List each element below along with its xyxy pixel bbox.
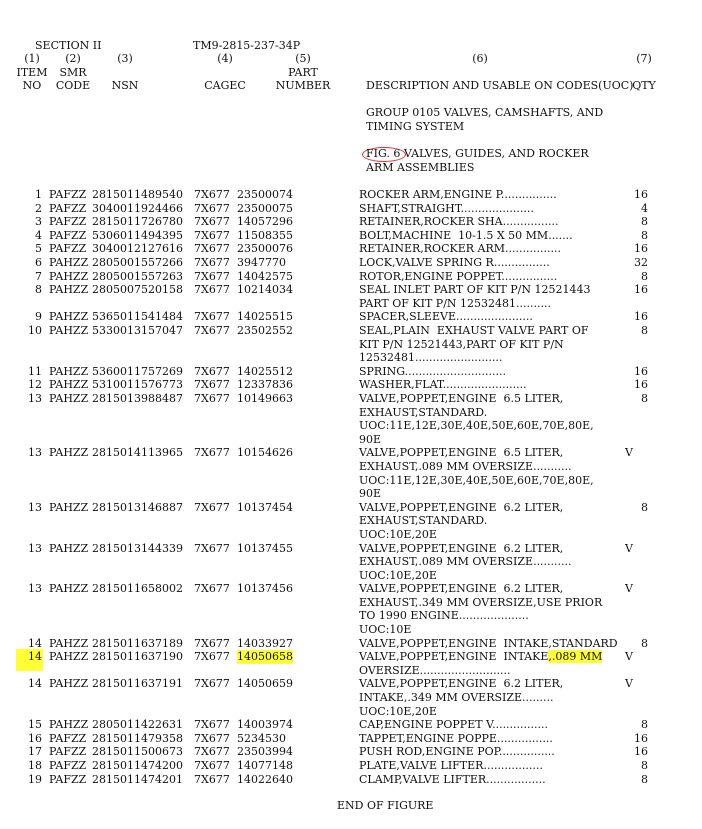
parts-row [0,310,702,324]
item-number: 13 [28,446,42,460]
quantity: 16 [634,364,648,378]
figure-title-line2: ARM ASSEMBLIES [366,161,475,174]
description-line: INTAKE,.349 MM OVERSIZE......... [359,691,554,705]
smr-code: PAHZZ [49,582,89,596]
description-line: VALVE,POPPET,ENGINE 6.2 LITER, [359,582,564,596]
part-number: 3947770 [237,255,286,269]
smr-code: PAFZZ [49,201,87,215]
description-line: UOC:10E [359,623,412,637]
col3-number: (3) [117,52,133,65]
description-line: PART OF KIT P/N 12532481.......... [359,296,551,310]
quantity: 16 [634,283,648,297]
parts-row [0,582,702,636]
cagec: 7X677 [194,201,230,215]
cagec: 7X677 [194,269,230,283]
figure-title [366,147,589,161]
part-number: 14077148 [237,759,293,773]
nsn: 2805011422631 [92,718,183,732]
cagec: 7X677 [194,582,230,596]
cagec: 7X677 [194,677,230,691]
quantity: 32 [634,255,648,269]
part-number: 10149663 [237,391,293,405]
col1-label2: NO [22,79,42,92]
section-title: SECTION II [35,39,102,52]
cagec: 7X677 [194,745,230,759]
part-number: 14025515 [237,310,293,324]
part-number: 23500076 [237,242,293,256]
cagec: 7X677 [194,391,230,405]
smr-code: PAFZZ [49,745,87,759]
smr-code: PAFZZ [49,215,87,229]
description-line: SHAFT,STRAIGHT..................... [359,201,534,215]
quantity: 16 [634,378,648,392]
quantity: 8 [641,228,648,242]
description-line: ROCKER ARM,ENGINE P................ [359,188,557,201]
description-line: CAP,ENGINE POPPET V................ [359,718,549,732]
parts-row [0,392,702,446]
col4-number: (4) [217,52,233,65]
col2-label: SMR [59,66,87,79]
part-number: 14033927 [237,636,293,650]
col1-number: (1) [24,52,40,65]
cagec: 7X677 [194,650,230,664]
part-number: 14050659 [237,677,293,691]
description-line: VALVE,POPPET,ENGINE 6.5 LITER, [359,446,564,460]
cagec: 7X677 [194,188,230,201]
parts-row [0,256,702,270]
parts-row [0,501,702,542]
item-number: 10 [28,323,42,337]
cagec: 7X677 [194,323,230,337]
uoc-marker: V [625,446,633,460]
smr-code: PAHZZ [49,255,89,269]
description-line: 90E [359,432,382,446]
description-line: KIT P/N 12521443,PART OF KIT P/N [359,337,564,351]
cagec: 7X677 [194,500,230,514]
parts-row [0,637,702,651]
part-number: 14003974 [237,718,293,732]
description-line: EXHAUST,.089 MM OVERSIZE........... [359,555,572,569]
smr-code: PAHZZ [49,323,89,337]
description-line: SPRING............................. [359,364,506,378]
smr-code: PAHZZ [49,364,89,378]
nsn: 2815011489540 [92,188,183,201]
item-number: 17 [28,745,42,759]
col7-number: (7) [636,52,652,65]
part-number: 14057296 [237,215,293,229]
description-line: VALVE,POPPET,ENGINE 6.2 LITER, [359,500,564,514]
part-number: 23502552 [237,323,293,337]
quantity: 8 [641,215,648,229]
quantity: 16 [634,242,648,256]
description-line: OVERSIZE.......................... [359,663,511,677]
cagec: 7X677 [194,759,230,773]
part-number: 10214034 [237,283,293,297]
group-title-line2: TIMING SYSTEM [366,120,465,133]
smr-code: PAHZZ [49,269,89,283]
part-number: 23500074 [237,188,293,201]
description-line: VALVE,POPPET,ENGINE 6.2 LITER, [359,541,564,555]
description-line: EXHAUST,.089 MM OVERSIZE........... [359,459,572,473]
parts-row [0,378,702,392]
description-line: CLAMP,VALVE LIFTER................. [359,772,546,786]
item-number: 14 [28,677,42,691]
description-line: SEAL,PLAIN EXHAUST VALVE PART OF [359,323,589,337]
quantity: 16 [634,745,648,759]
col3-label: NSN [111,79,139,92]
item-number: 13 [28,582,42,596]
quantity: 16 [634,731,648,745]
nsn: 2815013988487 [92,391,183,405]
parts-row [0,446,702,500]
part-number: 14022640 [237,772,293,786]
item-number: 6 [35,255,42,269]
col5-label: PART [288,66,318,79]
description-line: RETAINER,ROCKER ARM................ [359,242,561,256]
nsn: 2815013144339 [92,541,183,555]
part-number: 5234530 [237,731,286,745]
nsn: 2815011474201 [92,772,183,786]
uoc-marker: V [625,541,633,555]
col6-number: (6) [472,52,488,65]
figure-label: FIG. [366,147,394,160]
parts-row [0,365,702,379]
description-line: SPACER,SLEEVE...................... [359,310,533,324]
quantity: 16 [634,310,648,324]
nsn: 2805001557266 [92,255,183,269]
description-line: UOC:11E,12E,30E,40E,50E,60E,70E,80E, [359,419,594,433]
description-line: VALVE,POPPET,ENGINE 6.2 LITER, [359,677,564,691]
nsn: 2815011479358 [92,731,183,745]
description-line: ROTOR,ENGINE POPPET................ [359,269,558,283]
parts-row [0,229,702,243]
description-line: EXHAUST,.349 MM OVERSIZE,USE PRIOR [359,595,603,609]
quantity: 8 [641,500,648,514]
nsn: 5310011576773 [92,378,183,392]
description-line: TAPPET,ENGINE POPPE................ [359,731,553,745]
cagec: 7X677 [194,255,230,269]
uoc-marker: V [625,582,633,596]
smr-code: PAHZZ [49,650,89,664]
cagec: 7X677 [194,636,230,650]
smr-code: PAHZZ [49,310,89,324]
parts-row [0,215,702,229]
item-number: 14 [28,650,42,664]
smr-code: PAFZZ [49,242,87,256]
cagec: 7X677 [194,242,230,256]
nsn: 5360011757269 [92,364,183,378]
item-number: 11 [28,364,42,378]
nsn: 2805001557263 [92,269,183,283]
smr-code: PAHZZ [49,718,89,732]
parts-row [0,324,702,365]
description-line: 90E [359,487,382,501]
parts-row [0,745,702,759]
description-line: BOLT,MACHINE 10-1.5 X 50 MM....... [359,228,573,242]
part-number: 14025512 [237,364,293,378]
col5-label2: NUMBER [275,79,331,92]
nsn: 2815011474200 [92,759,183,773]
item-number: 13 [28,500,42,514]
item-number: 3 [35,215,42,229]
item-number: 15 [28,718,42,732]
cagec: 7X677 [194,364,230,378]
end-of-figure: END OF FIGURE [337,799,434,812]
cagec: 7X677 [194,283,230,297]
quantity: 16 [634,188,648,201]
nsn: 5306011494395 [92,228,183,242]
description-line: VALVE,POPPET,ENGINE 6.5 LITER, [359,391,564,405]
description-line: UOC:10E,20E [359,568,437,582]
parts-row [0,270,702,284]
part-number: 10137454 [237,500,293,514]
nsn: 2815011637191 [92,677,183,691]
smr-code: PAFZZ [49,188,87,201]
quantity: 8 [641,718,648,732]
quantity: 8 [641,636,648,650]
col7-label: QTY [632,79,656,92]
smr-code: PAHZZ [49,677,89,691]
nsn: 3040011924466 [92,201,183,215]
figure-text: 6 VALVES, GUIDES, AND ROCKER [393,147,589,160]
parts-row [0,202,702,216]
quantity: 4 [641,201,648,215]
description-line: PUSH ROD,ENGINE POP................ [359,745,555,759]
part-number: 23500075 [237,201,293,215]
item-number: 14 [28,636,42,650]
item-number: 2 [35,201,42,215]
smr-code: PAHZZ [49,636,89,650]
item-number: 18 [28,759,42,773]
part-number: 14050658 [237,650,293,664]
nsn: 5365011541484 [92,310,183,324]
nsn: 5330013157047 [92,323,183,337]
col2-label2: CODE [55,79,91,92]
parts-list [0,188,702,786]
item-number: 12 [28,378,42,392]
uoc-marker: V [625,677,633,691]
item-number: 8 [35,283,42,297]
group-title-line1: GROUP 0105 VALVES, CAMSHAFTS, AND [366,106,604,119]
item-number: 5 [35,242,42,256]
description-line: 12532481......................... [359,351,503,365]
description-line: UOC:10E,20E [359,704,437,718]
smr-code: PAHZZ [49,446,89,460]
smr-code: PAHZZ [49,391,89,405]
item-number: 19 [28,772,42,786]
description-line: RETAINER,ROCKER SHA................ [359,215,559,229]
nsn: 2815014113965 [92,446,183,460]
description-line: EXHAUST,STANDARD. [359,405,488,419]
cagec: 7X677 [194,228,230,242]
parts-row [0,732,702,746]
parts-row [0,542,702,583]
part-number: 14042575 [237,269,293,283]
nsn: 2815011500673 [92,745,183,759]
smr-code: PAHZZ [49,541,89,555]
description-line: VALVE,POPPET,ENGINE INTAKE,STANDARD [359,636,618,650]
col5-number: (5) [295,52,311,65]
quantity: 8 [641,323,648,337]
description-line: UOC:11E,12E,30E,40E,50E,60E,70E,80E, [359,473,594,487]
quantity: 8 [641,772,648,786]
description-line: EXHAUST,STANDARD. [359,514,488,528]
cagec: 7X677 [194,378,230,392]
part-number: 10137455 [237,541,293,555]
nsn: 2815013146887 [92,500,183,514]
smr-code: PAHZZ [49,378,89,392]
parts-row [0,718,702,732]
description-line: PLATE,VALVE LIFTER................. [359,759,543,773]
description-line: LOCK,VALVE SPRING R................ [359,255,550,269]
cagec: 7X677 [194,310,230,324]
part-number: 10154626 [237,446,293,460]
quantity: 8 [641,391,648,405]
quantity: 8 [641,269,648,283]
description-line: SEAL INLET PART OF KIT P/N 12521443 [359,283,591,297]
smr-code: PAFZZ [49,772,87,786]
smr-code: PAFZZ [49,228,87,242]
cagec: 7X677 [194,215,230,229]
col4-label: CAGEC [204,79,246,92]
item-number: 13 [28,391,42,405]
quantity: 8 [641,759,648,773]
part-number: 10137456 [237,582,293,596]
parts-row [0,283,702,310]
cagec: 7X677 [194,541,230,555]
part-number: 11508355 [237,228,293,242]
parts-row [0,677,702,718]
smr-code: PAFZZ [49,731,87,745]
item-number: 16 [28,731,42,745]
item-number: 1 [35,188,42,201]
smr-code: PAFZZ [49,759,87,773]
parts-row [0,188,702,202]
nsn: 3040012127616 [92,242,183,256]
item-number: 13 [28,541,42,555]
nsn: 2815011726780 [92,215,183,229]
item-number: 7 [35,269,42,283]
nsn: 2805007520158 [92,283,183,297]
highlighted-text: ,.089 MM [548,650,603,664]
tm-number: TM9-2815-237-34P [193,39,301,52]
parts-row [0,650,702,677]
nsn: 2815011637189 [92,636,183,650]
uoc-marker: V [625,650,633,664]
col1-label: ITEM [16,66,48,79]
col2-number: (2) [65,52,81,65]
col6-label: DESCRIPTION AND USABLE ON CODES(UOC) [366,79,634,92]
description-line: WASHER,FLAT........................ [359,378,527,392]
cagec: 7X677 [194,772,230,786]
parts-row [0,759,702,773]
parts-row [0,773,702,787]
parts-row [0,242,702,256]
nsn: 2815011658002 [92,582,183,596]
cagec: 7X677 [194,446,230,460]
smr-code: PAHZZ [49,283,89,297]
cagec: 7X677 [194,718,230,732]
description-line: VALVE,POPPET,ENGINE INTAKE,.089 MM [359,650,603,664]
nsn: 2815011637190 [92,650,183,664]
item-number: 4 [35,228,42,242]
part-number: 23503994 [237,745,293,759]
item-number: 9 [35,310,42,324]
part-number: 12337836 [237,378,293,392]
cagec: 7X677 [194,731,230,745]
smr-code: PAHZZ [49,500,89,514]
description-line: TO 1990 ENGINE.................... [359,609,529,623]
description-line: UOC:10E,20E [359,527,437,541]
